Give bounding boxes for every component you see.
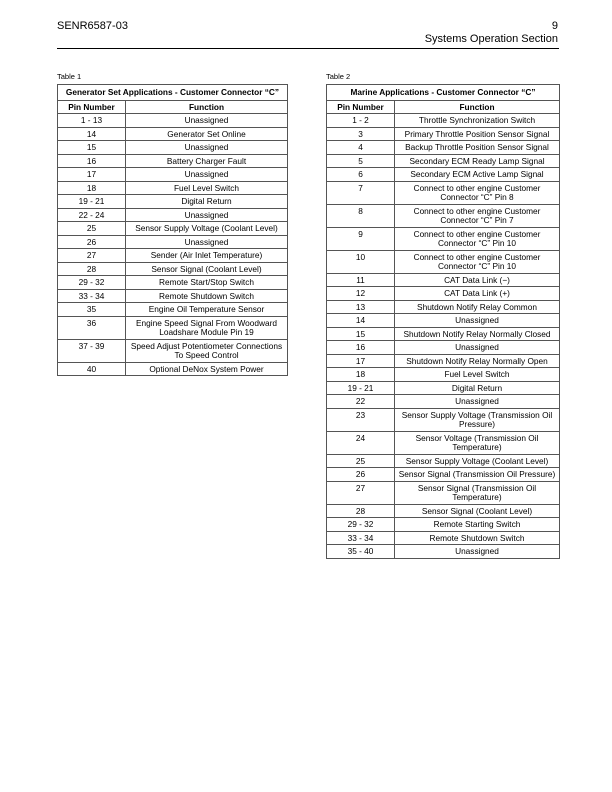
pin-number-cell: 10 bbox=[327, 250, 395, 273]
pin-number-cell: 16 bbox=[58, 154, 126, 168]
table-row bbox=[327, 181, 560, 204]
table-row bbox=[327, 300, 560, 314]
section-title: Systems Operation Section bbox=[424, 33, 558, 45]
function-cell: Unassigned bbox=[395, 314, 560, 328]
function-cell: Unassigned bbox=[126, 168, 288, 182]
header-rule bbox=[57, 48, 559, 49]
function-cell: Secondary ECM Ready Lamp Signal bbox=[395, 154, 560, 168]
pin-number-cell: 16 bbox=[327, 341, 395, 355]
pin-number-cell: 36 bbox=[58, 316, 126, 339]
table2-title: Marine Applications - Customer Connector “C” bbox=[327, 85, 560, 101]
pin-number-cell: 29 - 32 bbox=[327, 518, 395, 532]
table-row bbox=[327, 250, 560, 273]
pin-number-cell: 33 - 34 bbox=[327, 531, 395, 545]
table-row bbox=[58, 127, 288, 141]
table-row bbox=[327, 531, 560, 545]
function-cell: Remote Shutdown Switch bbox=[395, 531, 560, 545]
pin-number-cell: 33 - 34 bbox=[58, 289, 126, 303]
table1-col-pin: Pin Number bbox=[58, 100, 126, 114]
table-row bbox=[327, 168, 560, 182]
function-cell: Digital Return bbox=[126, 195, 288, 209]
function-cell: Secondary ECM Active Lamp Signal bbox=[395, 168, 560, 182]
function-cell: Sensor Supply Voltage (Coolant Level) bbox=[126, 222, 288, 236]
table-row bbox=[58, 141, 288, 155]
table-row bbox=[327, 431, 560, 454]
table-row bbox=[327, 468, 560, 482]
table2-body bbox=[327, 114, 560, 559]
pin-number-cell: 18 bbox=[327, 368, 395, 382]
table-row bbox=[327, 408, 560, 431]
table2-caption: Table 2 bbox=[326, 72, 351, 81]
pin-number-cell: 17 bbox=[58, 168, 126, 182]
function-cell: Shutdown Notify Relay Normally Open bbox=[395, 354, 560, 368]
function-cell: Unassigned bbox=[126, 235, 288, 249]
table-row bbox=[58, 222, 288, 236]
table1-body bbox=[58, 114, 288, 376]
table-row bbox=[327, 504, 560, 518]
table-row bbox=[327, 273, 560, 287]
table-row bbox=[327, 454, 560, 468]
pin-number-cell: 40 bbox=[58, 362, 126, 376]
pin-number-cell: 37 - 39 bbox=[58, 339, 126, 362]
pin-number-cell: 5 bbox=[327, 154, 395, 168]
table-row bbox=[327, 154, 560, 168]
function-cell: Sensor Voltage (Transmission Oil Temperature) bbox=[395, 431, 560, 454]
pin-number-cell: 12 bbox=[327, 287, 395, 301]
pin-number-cell: 23 bbox=[327, 408, 395, 431]
table1-col-function: Function bbox=[126, 100, 288, 114]
pin-number-cell: 35 - 40 bbox=[327, 545, 395, 559]
table-row bbox=[58, 303, 288, 317]
pin-number-cell: 22 - 24 bbox=[58, 208, 126, 222]
table-row bbox=[327, 545, 560, 559]
pin-number-cell: 26 bbox=[58, 235, 126, 249]
table-row bbox=[327, 287, 560, 301]
table-row bbox=[58, 195, 288, 209]
page-header-right bbox=[425, 20, 558, 46]
table-row bbox=[327, 141, 560, 155]
table-row bbox=[58, 208, 288, 222]
pin-number-cell: 6 bbox=[327, 168, 395, 182]
pin-number-cell: 15 bbox=[327, 327, 395, 341]
table-row bbox=[58, 114, 288, 128]
pin-number-cell: 29 - 32 bbox=[58, 276, 126, 290]
function-cell: Engine Oil Temperature Sensor bbox=[126, 303, 288, 317]
function-cell: Unassigned bbox=[395, 395, 560, 409]
function-cell: Connect to other engine Customer Connector “C” Pin 10 bbox=[395, 250, 560, 273]
table-row bbox=[327, 314, 560, 328]
pin-number-cell: 19 - 21 bbox=[58, 195, 126, 209]
function-cell: Remote Starting Switch bbox=[395, 518, 560, 532]
function-cell: Sensor Signal (Coolant Level) bbox=[395, 504, 560, 518]
table-row bbox=[58, 339, 288, 362]
table-row bbox=[58, 154, 288, 168]
table-row bbox=[327, 481, 560, 504]
function-cell: Generator Set Online bbox=[126, 127, 288, 141]
table-row bbox=[327, 114, 560, 128]
page-number: 9 bbox=[551, 20, 558, 32]
function-cell: Unassigned bbox=[126, 114, 288, 128]
function-cell: Connect to other engine Customer Connector “C” Pin 10 bbox=[395, 227, 560, 250]
pin-number-cell: 22 bbox=[327, 395, 395, 409]
table-row bbox=[327, 518, 560, 532]
pin-number-cell: 35 bbox=[58, 303, 126, 317]
function-cell: Fuel Level Switch bbox=[395, 368, 560, 382]
table-row bbox=[58, 276, 288, 290]
pin-number-cell: 25 bbox=[58, 222, 126, 236]
table-row bbox=[327, 368, 560, 382]
table-row bbox=[327, 127, 560, 141]
table-row bbox=[58, 168, 288, 182]
pin-number-cell: 26 bbox=[327, 468, 395, 482]
pin-number-cell: 28 bbox=[327, 504, 395, 518]
pin-number-cell: 1 - 2 bbox=[327, 114, 395, 128]
function-cell: Unassigned bbox=[395, 545, 560, 559]
pin-number-cell: 14 bbox=[58, 127, 126, 141]
function-cell: CAT Data Link (−) bbox=[395, 273, 560, 287]
function-cell: Throttle Synchronization Switch bbox=[395, 114, 560, 128]
table-row bbox=[327, 395, 560, 409]
function-cell: Unassigned bbox=[126, 141, 288, 155]
function-cell: Sensor Signal (Transmission Oil Temperature) bbox=[395, 481, 560, 504]
function-cell: CAT Data Link (+) bbox=[395, 287, 560, 301]
pin-number-cell: 18 bbox=[58, 181, 126, 195]
function-cell: Optional DeNox System Power bbox=[126, 362, 288, 376]
pin-number-cell: 7 bbox=[327, 181, 395, 204]
function-cell: Unassigned bbox=[126, 208, 288, 222]
function-cell: Digital Return bbox=[395, 381, 560, 395]
pin-number-cell: 28 bbox=[58, 262, 126, 276]
pin-number-cell: 8 bbox=[327, 204, 395, 227]
function-cell: Connect to other engine Customer Connector “C” Pin 7 bbox=[395, 204, 560, 227]
table-row bbox=[58, 289, 288, 303]
pin-number-cell: 15 bbox=[58, 141, 126, 155]
table-row bbox=[58, 181, 288, 195]
pin-number-cell: 4 bbox=[327, 141, 395, 155]
pin-number-cell: 1 - 13 bbox=[58, 114, 126, 128]
table-row bbox=[327, 354, 560, 368]
function-cell: Shutdown Notify Relay Normally Closed bbox=[395, 327, 560, 341]
marine-connector-table bbox=[326, 84, 560, 559]
table-row bbox=[58, 235, 288, 249]
pin-number-cell: 13 bbox=[327, 300, 395, 314]
function-cell: Shutdown Notify Relay Common bbox=[395, 300, 560, 314]
function-cell: Connect to other engine Customer Connector “C” Pin 8 bbox=[395, 181, 560, 204]
function-cell: Sensor Signal (Transmission Oil Pressure) bbox=[395, 468, 560, 482]
function-cell: Remote Start/Stop Switch bbox=[126, 276, 288, 290]
function-cell: Sensor Supply Voltage (Coolant Level) bbox=[395, 454, 560, 468]
pin-number-cell: 9 bbox=[327, 227, 395, 250]
table-row bbox=[327, 341, 560, 355]
function-cell: Backup Throttle Position Sensor Signal bbox=[395, 141, 560, 155]
table-row bbox=[58, 249, 288, 263]
pin-number-cell: 19 - 21 bbox=[327, 381, 395, 395]
function-cell: Remote Shutdown Switch bbox=[126, 289, 288, 303]
pin-number-cell: 11 bbox=[327, 273, 395, 287]
function-cell: Engine Speed Signal From Woodward Loadshare Module Pin 19 bbox=[126, 316, 288, 339]
function-cell: Unassigned bbox=[395, 341, 560, 355]
table2-col-function: Function bbox=[395, 100, 560, 114]
function-cell: Sensor Supply Voltage (Transmission Oil Pressure) bbox=[395, 408, 560, 431]
table-row bbox=[58, 262, 288, 276]
function-cell: Fuel Level Switch bbox=[126, 181, 288, 195]
table1-caption: Table 1 bbox=[57, 72, 82, 81]
pin-number-cell: 14 bbox=[327, 314, 395, 328]
pin-number-cell: 25 bbox=[327, 454, 395, 468]
function-cell: Sensor Signal (Coolant Level) bbox=[126, 262, 288, 276]
pin-number-cell: 3 bbox=[327, 127, 395, 141]
table1-title: Generator Set Applications - Customer Connector “C” bbox=[58, 85, 288, 101]
table-row bbox=[327, 227, 560, 250]
pin-number-cell: 17 bbox=[327, 354, 395, 368]
pin-number-cell: 27 bbox=[327, 481, 395, 504]
table-row bbox=[327, 381, 560, 395]
function-cell: Battery Charger Fault bbox=[126, 154, 288, 168]
table-row bbox=[58, 362, 288, 376]
function-cell: Sender (Air Inlet Temperature) bbox=[126, 249, 288, 263]
table-row bbox=[327, 327, 560, 341]
table2-col-pin: Pin Number bbox=[327, 100, 395, 114]
function-cell: Primary Throttle Position Sensor Signal bbox=[395, 127, 560, 141]
pin-number-cell: 24 bbox=[327, 431, 395, 454]
function-cell: Speed Adjust Potentiometer Connections To Speed Control bbox=[126, 339, 288, 362]
document-number: SENR6587-03 bbox=[57, 20, 128, 32]
table-row bbox=[58, 316, 288, 339]
table-row bbox=[327, 204, 560, 227]
generator-set-connector-table bbox=[57, 84, 288, 376]
pin-number-cell: 27 bbox=[58, 249, 126, 263]
